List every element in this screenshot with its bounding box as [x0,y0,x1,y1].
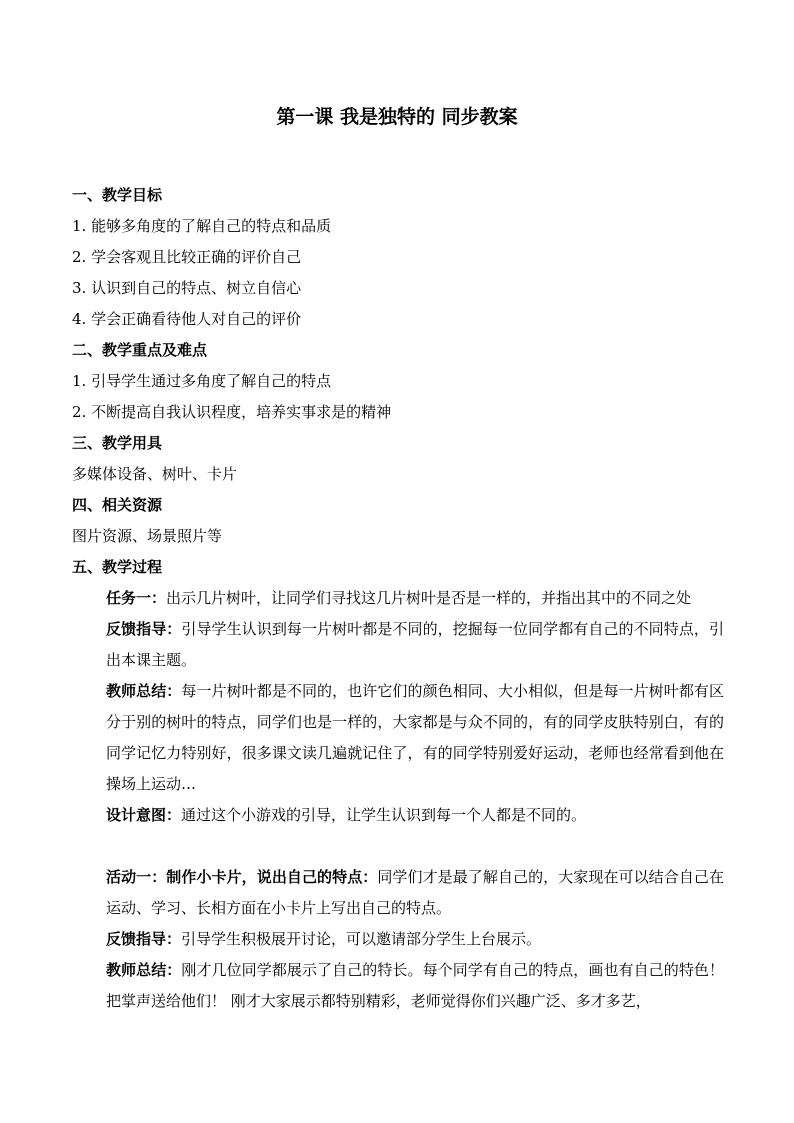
section-heading-process: 五、教学过程 [72,558,163,576]
list-item: 2. 不断提高自我认识程度，培养实事求是的精神 [72,403,392,421]
paragraph-label: 反馈指导： [106,620,182,638]
paragraph-text: 出示几片树叶，让同学们寻找这几片树叶是否是一样的，并指出其中的不同之处 [166,589,692,607]
process-paragraph [72,614,724,676]
paragraph-label: 反馈指导： [106,930,182,948]
paragraph-label: 教师总结： [106,682,182,700]
paragraph-label: 任务一： [106,589,167,607]
list-item: 2. 学会客观且比较正确的评价自己 [72,248,302,266]
paragraph-label: 设计意图： [106,806,182,824]
list-item: 1. 能够多角度的了解自己的特点和品质 [72,217,332,235]
activity-paragraph [72,924,724,955]
activity-paragraph [72,862,724,924]
page-title: 第一课 我是独特的 同步教案 [276,106,518,128]
paragraph-text: 刚才几位同学都展示了自己的特长。每个同学有自己的特点，画也有自己的特色！把掌声送给他们！ 刚才大家展示都特别精彩，老师觉得你们兴趣广泛、多才多艺， [106,961,724,1010]
activity-paragraph [72,955,724,1017]
blank-line [72,831,724,862]
paragraph-text: 每一片树叶都是不同的，也许它们的颜色相同、大小相似，但是每一片树叶都有区分于别的树叶的特点，同学们也是一样的，大家都是与众不同的，有的同学皮肤特别白，有的同学记忆力特别好，很多课文读几遍就记住了，有的同学特别爱好运动，老师也经常看到他在操场上运动… [106,682,724,793]
list-item: 多媒体设备、树叶、卡片 [72,465,238,483]
document-body [72,180,724,1017]
list-item: 图片资源、场景照片等 [72,527,223,545]
paragraph-label: 教师总结： [106,961,182,979]
paragraph-text: 同学们才是最了解自己的，大家现在可以结合自己在运动、学习、长相方面在小卡片上写出自己的特点。 [106,868,724,917]
section-heading-resources: 四、相关资源 [72,496,163,514]
section-heading-goals: 一、教学目标 [72,186,163,204]
paragraph-label: 活动一：制作小卡片，说出自己的特点： [106,868,378,886]
paragraph-text: 通过这个小游戏的引导，让学生认识到每一个人都是不同的。 [181,806,587,824]
section-heading-tools: 三、教学用具 [72,434,163,452]
section-heading-key-points: 二、教学重点及难点 [72,341,208,359]
process-paragraph [72,583,724,614]
process-paragraph [72,676,724,800]
list-item: 3. 认识到自己的特点、树立自信心 [72,279,302,297]
list-item: 1. 引导学生通过多角度了解自己的特点 [72,372,332,390]
process-paragraph [72,800,724,831]
list-item: 4. 学会正确看待他人对自己的评价 [72,310,302,328]
paragraph-text: 引导学生认识到每一片树叶都是不同的，挖掘每一位同学都有自己的不同特点，引出本课主题。 [106,620,724,669]
paragraph-text: 引导学生积极展开讨论，可以邀请部分学生上台展示。 [181,930,542,948]
